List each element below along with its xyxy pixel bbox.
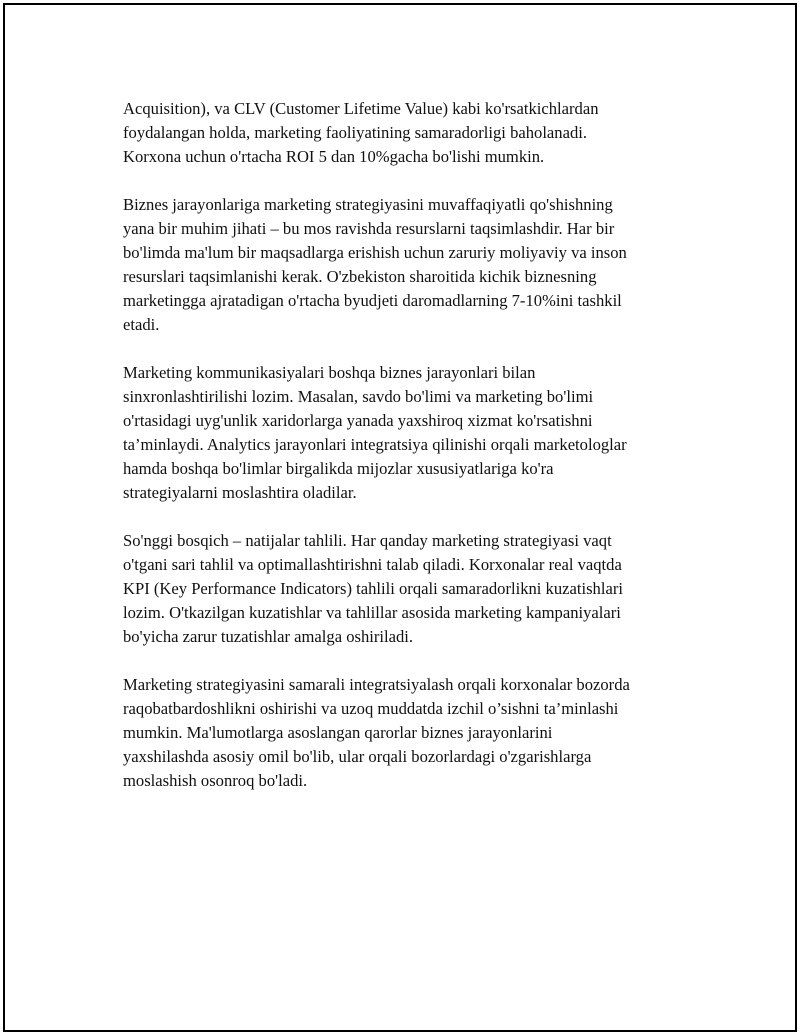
paragraph-conclusion: Marketing strategiyasini samarali integratsiyalash orqali korxonalar bozorda raqobatbardoshlikni oshirishi va uzoq muddatda izchil o’sishni ta’minlashi mumkin. Ma'lumotlarga asoslangan qarorlar biznes jarayonlarini yaxshilashda asosiy omil bo'lib, ular orqali bozorlardagi o'zgarishlarga moslashish osonroq bo'ladi. — [123, 675, 630, 790]
paragraph-communications: Marketing kommunikasiyalari boshqa biznes jarayonlari bilan sinxronlashtirilishi lozim. Masalan, savdo bo'limi va marketing bo'limi o'rtasidagi uyg'unlik xaridorlarga yanada yaxshiroq xizmat ko'rsatishni ta’minlaydi. Analytics jarayonlari integratsiya qilinishi orqali marketologlar hamda boshqa bo'limlar birgalikda mijozlar xususiyatlariga ko'ra strategiyalarni moslashtira oladilar. — [123, 363, 627, 502]
document-body — [123, 97, 698, 817]
document-page — [3, 3, 797, 1032]
paragraph-results-analysis: So'nggi bosqich – natijalar tahlili. Har qanday marketing strategiyasi vaqt o'tgani sari tahlil va optimallashtirishni talab qiladi. Korxonalar real vaqtda KPI (Key Performance Indicators) tahlili orqali samaradorlikni kuzatishlari lozim. O'tkazilgan kuzatishlar va tahlillar asosida marketing kampaniyalari bo'yicha zarur tuzatishlar amalga oshiriladi. — [123, 531, 623, 646]
paragraph-metrics: Acquisition), va CLV (Customer Lifetime Value) kabi ko'rsatkichlardan foydalangan holda, marketing faoliyatining samaradorligi baholanadi. Korxona uchun o'rtacha ROI 5 dan 10%gacha bo'lishi mumkin. — [123, 99, 599, 166]
paragraph-resource-allocation: Biznes jarayonlariga marketing strategiyasini muvaffaqiyatli qo'shishning yana bir muhim jihati – bu mos ravishda resurslarni taqsimlashdir. Har bir bo'limda ma'lum bir maqsadlarga erishish uchun zaruriy moliyaviy va inson resurslari taqsimlanishi kerak. O'zbekiston sharoitida kichik biznesning marketingga ajratadigan o'rtacha byudjeti daromadlarning 7-10%ini tashkil etadi. — [123, 195, 627, 334]
